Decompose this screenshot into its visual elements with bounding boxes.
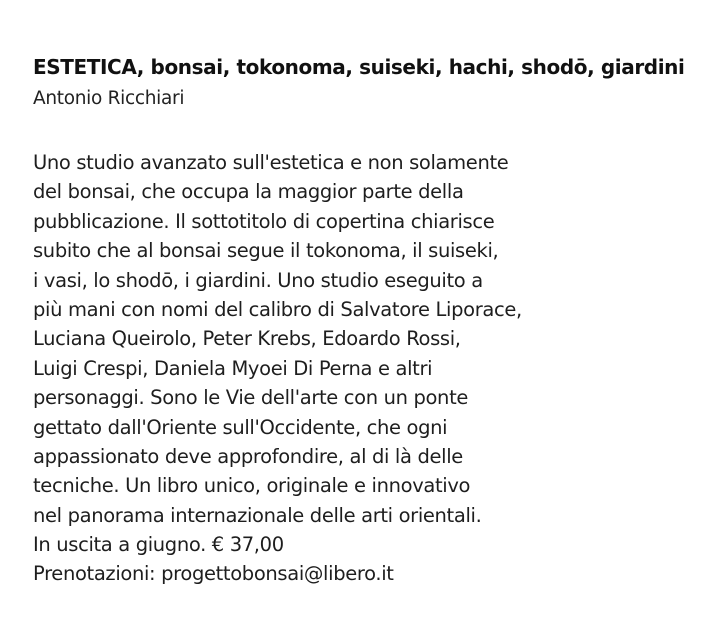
body-line: del bonsai, che occupa la maggior parte della: [33, 180, 464, 204]
body-line: Luciana Queirolo, Peter Krebs, Edoardo Rossi,: [33, 327, 461, 351]
price-line: In uscita a giugno. € 37,00: [33, 533, 284, 557]
body-line: tecniche. Un libro unico, originale e innovativo: [33, 474, 471, 498]
booking-line: Prenotazioni: progettobonsai@libero.it: [33, 562, 394, 586]
body-line: più mani con nomi del calibro di Salvatore Liporace,: [33, 297, 522, 321]
body-line: pubblicazione. Il sottotitolo di copertina chiarisce: [33, 209, 495, 233]
body-line: nel panorama internazionale delle arti orientali.: [33, 503, 482, 527]
body-line: appassionato deve approfondire, al di là delle: [33, 444, 463, 468]
body-line: Luigi Crespi, Daniela Myoei Di Perna e altri: [33, 356, 433, 380]
body-line: i vasi, lo shodō, i giardini. Uno studio eseguito a: [33, 268, 483, 292]
author-name: Antonio Ricchiari: [33, 88, 185, 109]
document-title: ESTETICA, bonsai, tokonoma, suiseki, hachi, shodō, giardini: [33, 55, 685, 79]
body-line: gettato dall'Oriente sull'Occidente, che ogni: [33, 415, 448, 439]
body-line: Uno studio avanzato sull'estetica e non solamente: [33, 151, 509, 174]
body-line: personaggi. Sono le Vie dell'arte con un ponte: [33, 386, 469, 410]
body-text: [33, 148, 713, 589]
body-line: subito che al bonsai segue il tokonoma, il suiseki,: [33, 239, 499, 263]
